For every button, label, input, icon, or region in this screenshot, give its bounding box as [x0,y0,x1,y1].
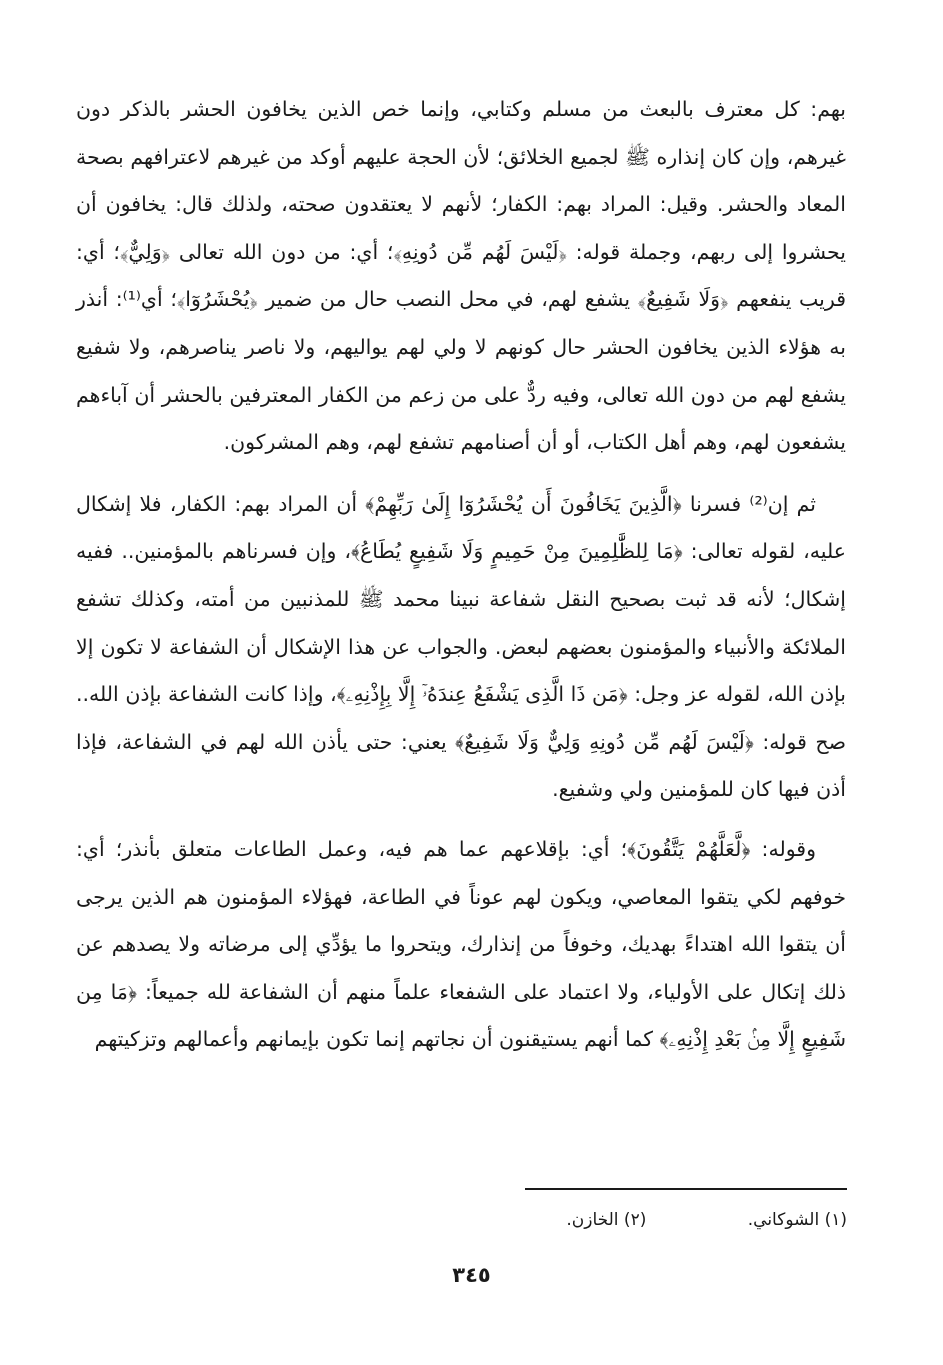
page-number: ٣٤٥ [452,1263,491,1287]
paragraph-1: بهم: كل معترف بالبعث من مسلم وكتابي، وإنما خص الذين يخافون الحشر بالذكر دون غيرهم، وإن كان إنذاره ﷺ لجميع الخلائق؛ لأن الحجة عليهم أوكد من غيرهم لاعترافهم بصحة المعاد والحشر. وقيل: المراد بهم: الكفار؛ لأنهم لا يعتقدون صحته، ولذلك قال: يخافون أن يحشروا إلى ربهم، وجملة قوله: ﴿لَيْسَ لَهُم مِّن دُونِهِ﴾؛ أي: من دون الله تعالى ﴿وَلِيٌّ﴾؛ أي: قريب ينفعهم ﴿وَلَا شَفِيعٌ﴾ يشفع لهم، في محل النصب حال من ضمير ﴿يُحْشَرُوٓا﴾؛ أي⁽¹⁾: أنذر به هؤلاء الذين يخافون الحشر حال كونهم لا ولي لهم يواليهم، ولا ناصر يناصرهم، ولا شفيع يشفع لهم من دون الله تعالى، وفيه ردٌّ على من زعم من الكفار المعترفين بالحشر أن آباءهم يشفعون لهم، وهم أهل الكتاب، أو أن أصنامهم تشفع لهم، وهم المشركون. [76,97,846,455]
footnote-1: (١) الشوكاني. [747,1210,847,1230]
paragraph-2: ثم إن⁽²⁾ فسرنا ﴿الَّذِينَ يَخَافُونَ أَن يُحْشَرُوٓا إِلَىٰ رَبِّهِمْ﴾ أن المراد بهم: الكفار، فلا إشكال عليه، لقوله تعالى: ﴿مَا لِلظَّٰلِمِينَ مِنْ حَمِيمٍ وَلَا شَفِيعٍ يُطَاعُ﴾، وإن فسرناهم بالمؤمنين.. ففيه إشكال؛ لأنه قد ثبت بصحيح النقل شفاعة نبينا محمد ﷺ للمذنبين من أمته، وكذلك تشفع الملائكة والأنبياء والمؤمنون بعضهم لبعض. والجواب عن هذا الإشكال أن الشفاعة لا تكون إلا بإذن الله، لقوله عز وجل: ﴿مَن ذَا الَّذِى يَشْفَعُ عِندَهُۥٓ إِلَّا بِإِذْنِهِۦ﴾، وإذا كانت الشفاعة بإذن الله.. صح قوله: ﴿لَيْسَ لَهُم مِّن دُونِهِ وَلِيٌّ وَلَا شَفِيعٌ﴾ يعني: حتى يأذن الله لهم في الشفاعة، فإذا أذن فيها كان للمؤمنين ولي وشفيع. [76,491,846,802]
footnote-divider [525,1188,847,1190]
main-text-block [76,86,846,1064]
footnote-2: (٢) الخازن. [566,1210,647,1230]
paragraph-3: وقوله: ﴿لَّعَلَّهُمْ يَتَّقُونَ﴾؛ أي: بإقلاعهم عما هم فيه، وعمل الطاعات متعلق بأنذر؛ أي: خوفهم لكي يتقوا المعاصي، ويكون لهم عوناً في الطاعة، فهؤلاء المؤمنون هم الذين يرجى أن يتقوا الله اهتداءً بهديك، وخوفاً من إنذارك، ويتحروا ما يؤدِّي إلى مرضاته ولا يصدهم عن ذلك إتكال على الأولياء، ولا اعتماد على الشفعاء علماً منهم أن الشفاعة لله جميعاً: ﴿مَا مِن شَفِيعٍ إِلَّا مِنۢ بَعْدِ إِذْنِهِۦ﴾ كما أنهم يستيقنون أن نجاتهم إنما تكون بإيمانهم وأعمالهم وتزكيتهم [76,836,846,1052]
footnotes [566,1205,847,1235]
